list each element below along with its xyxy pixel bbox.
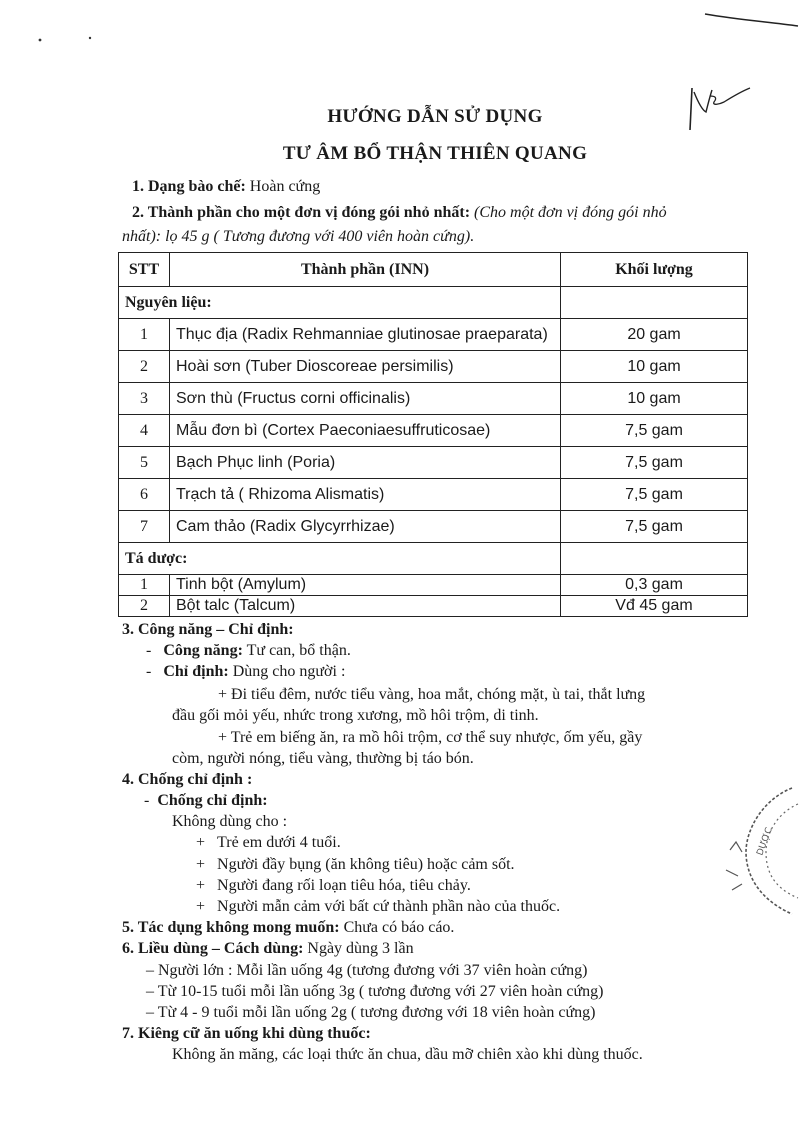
section-6-label: 6. Liều dùng – Cách dùng: bbox=[122, 940, 304, 957]
header-stt: STT bbox=[119, 253, 170, 287]
function-label: Công năng: bbox=[163, 642, 243, 659]
table-row bbox=[119, 575, 748, 596]
row-quantity: 7,5 gam bbox=[561, 479, 748, 511]
section-row-excipients bbox=[119, 543, 748, 575]
row-ingredient: Sơn thù (Fructus corni officinalis) bbox=[170, 383, 561, 415]
row-stt: 1 bbox=[119, 575, 170, 596]
section-4-heading: 4. Chống chỉ định : bbox=[122, 771, 253, 788]
document-title: HƯỚNG DẪN SỬ DỤNG bbox=[327, 106, 543, 127]
row-quantity: 20 gam bbox=[561, 319, 748, 351]
section-7-text: Không ăn măng, các loại thức ăn chua, dầu mỡ chiên xào khi dùng thuốc. bbox=[172, 1046, 643, 1063]
table-row bbox=[119, 319, 748, 351]
section-3-indication: - Chỉ định: Dùng cho người : bbox=[146, 663, 346, 680]
section-2-note-1: (Cho một đơn vị đóng gói nhỏ bbox=[474, 204, 667, 221]
row-stt: 7 bbox=[119, 511, 170, 543]
indication-para-2-line-2: còm, người nóng, tiểu vàng, thường bị táo bón. bbox=[172, 750, 474, 767]
row-stt: 2 bbox=[119, 351, 170, 383]
list-item: + Người đầy bụng (ăn không tiêu) hoặc cảm sốt. bbox=[196, 856, 515, 873]
row-quantity: 7,5 gam bbox=[561, 415, 748, 447]
row-stt: 6 bbox=[119, 479, 170, 511]
section-7-heading: 7. Kiêng cữ ăn uống khi dùng thuốc: bbox=[122, 1025, 371, 1042]
function-value: Tư can, bổ thận. bbox=[246, 642, 351, 659]
ingredients-table bbox=[118, 252, 748, 617]
row-ingredient: Cam thảo (Radix Glycyrrhizae) bbox=[170, 511, 561, 543]
table-row bbox=[119, 383, 748, 415]
row-ingredient: Trạch tả ( Rhizoma Alismatis) bbox=[170, 479, 561, 511]
section-1 bbox=[132, 178, 320, 196]
partial-stamp-seal bbox=[712, 780, 800, 920]
table-row bbox=[119, 511, 748, 543]
section-3-heading: 3. Công năng – Chỉ định: bbox=[122, 621, 294, 638]
indication-para-1-line-2: đầu gối mỏi yếu, nhức trong xương, mồ hôi trộm, di tinh. bbox=[172, 707, 539, 724]
indication-para-2-line-1: + Trẻ em biếng ăn, ra mồ hôi trộm, cơ thể suy nhược, ốm yếu, gầy bbox=[218, 729, 643, 746]
row-quantity: 7,5 gam bbox=[561, 447, 748, 479]
row-ingredient: Thục địa (Radix Rehmanniae glutinosae praeparata) bbox=[170, 319, 561, 351]
table-row bbox=[119, 479, 748, 511]
table-row bbox=[119, 415, 748, 447]
product-name: TƯ ÂM BỔ THẬN THIÊN QUANG bbox=[282, 143, 588, 164]
section-5-label: 5. Tác dụng không mong muốn: bbox=[122, 919, 340, 936]
list-item: + Trẻ em dưới 4 tuổi. bbox=[196, 834, 341, 851]
table-row bbox=[119, 351, 748, 383]
svg-text:DƯỢC: DƯỢC bbox=[755, 826, 775, 858]
section-2 bbox=[132, 204, 667, 222]
dosage-4-9: – Từ 4 - 9 tuổi mỗi lần uống 2g ( tương đương với 18 viên hoàn cứng) bbox=[146, 1004, 596, 1021]
margin-dots bbox=[36, 30, 96, 60]
row-quantity: 10 gam bbox=[561, 351, 748, 383]
row-ingredient: Mẫu đơn bì (Cortex Paeconiaesuffruticosae) bbox=[170, 415, 561, 447]
section-2-note-2: nhất): lọ 45 g ( Tương đương với 400 viên hoàn cứng). bbox=[122, 228, 475, 245]
row-ingredient: Tinh bột (Amylum) bbox=[170, 575, 561, 596]
row-quantity: Vđ 45 gam bbox=[561, 596, 748, 617]
indication-value: Dùng cho người : bbox=[232, 663, 346, 680]
row-ingredient: Bạch Phục linh (Poria) bbox=[170, 447, 561, 479]
section-5-value: Chưa có báo cáo. bbox=[343, 919, 455, 936]
row-ingredient: Bột talc (Talcum) bbox=[170, 596, 561, 617]
section-6 bbox=[122, 940, 414, 958]
table-row bbox=[119, 447, 748, 479]
section-6-value: Ngày dùng 3 lần bbox=[307, 940, 414, 957]
row-quantity: 7,5 gam bbox=[561, 511, 748, 543]
indication-para-1-line-1: + Đi tiểu đêm, nước tiểu vàng, hoa mắt, chóng mặt, ù tai, thắt lưng bbox=[218, 686, 646, 703]
header-ingredient: Thành phần (INN) bbox=[170, 253, 561, 287]
section-1-label: 1. Dạng bào chế: bbox=[132, 178, 246, 195]
section-4-sub: - Chống chỉ định: bbox=[144, 792, 268, 809]
row-ingredient: Hoài sơn (Tuber Dioscoreae persimilis) bbox=[170, 351, 561, 383]
row-stt: 3 bbox=[119, 383, 170, 415]
section-row-raw-materials bbox=[119, 287, 748, 319]
row-stt: 5 bbox=[119, 447, 170, 479]
header-quantity: Khối lượng bbox=[561, 253, 748, 287]
section-1-value: Hoàn cứng bbox=[249, 178, 321, 195]
table-row bbox=[119, 596, 748, 617]
section-label: Nguyên liệu: bbox=[119, 287, 561, 319]
section-label: Tá dược: bbox=[119, 543, 561, 575]
list-item: + Người đang rối loạn tiêu hóa, tiêu chảy. bbox=[196, 877, 471, 894]
indication-label: Chỉ định: bbox=[163, 663, 229, 680]
row-stt: 2 bbox=[119, 596, 170, 617]
table-header-row bbox=[119, 253, 748, 287]
dosage-10-15: – Từ 10-15 tuổi mỗi lần uống 3g ( tương đương với 27 viên hoàn cứng) bbox=[146, 983, 604, 1000]
row-quantity: 0,3 gam bbox=[561, 575, 748, 596]
section-5 bbox=[122, 919, 454, 937]
section-2-label: 2. Thành phần cho một đơn vị đóng gói nhỏ nhất: bbox=[132, 204, 471, 221]
contraindication-intro: Không dùng cho : bbox=[172, 813, 288, 830]
section-3-function: - Công năng: Tư can, bổ thận. bbox=[146, 642, 351, 659]
dosage-adult: – Người lớn : Mỗi lần uống 4g (tương đương với 37 viên hoàn cứng) bbox=[146, 962, 588, 979]
list-item: + Người mẫn cảm với bất cứ thành phần nào của thuốc. bbox=[196, 898, 561, 915]
row-stt: 4 bbox=[119, 415, 170, 447]
contraindication-label: Chống chỉ định: bbox=[157, 792, 268, 809]
row-quantity: 10 gam bbox=[561, 383, 748, 415]
scan-edge-line bbox=[700, 0, 800, 40]
row-stt: 1 bbox=[119, 319, 170, 351]
